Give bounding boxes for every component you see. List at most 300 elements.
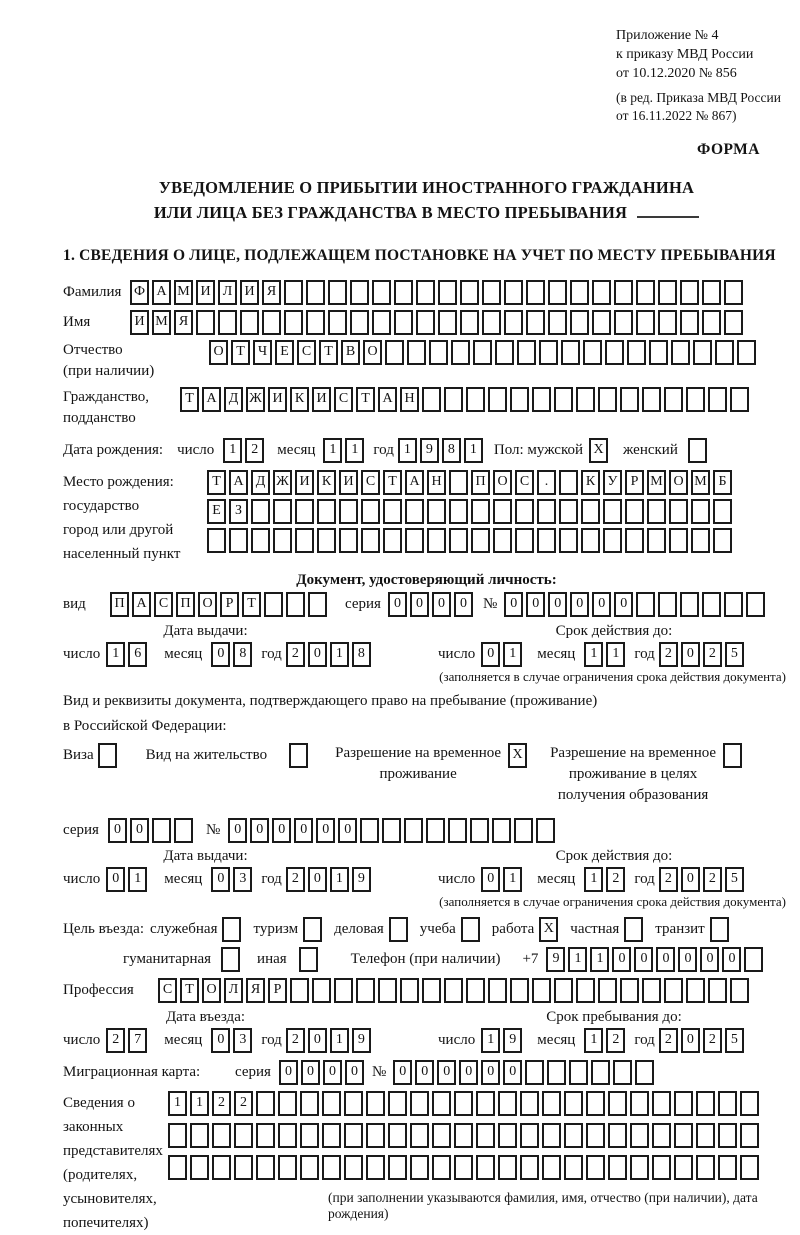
char-box[interactable]: О bbox=[198, 592, 217, 617]
char-box[interactable] bbox=[366, 1123, 385, 1148]
char-box[interactable] bbox=[234, 1155, 253, 1180]
char-box[interactable] bbox=[410, 1123, 429, 1148]
char-box[interactable]: 1 bbox=[128, 867, 147, 892]
char-box[interactable]: 0 bbox=[481, 1060, 500, 1085]
char-box[interactable] bbox=[492, 818, 511, 843]
char-box[interactable] bbox=[547, 1060, 566, 1085]
char-box[interactable] bbox=[702, 310, 721, 335]
char-box[interactable]: О bbox=[202, 978, 221, 1003]
char-box[interactable]: З bbox=[229, 499, 248, 524]
char-box[interactable]: 0 bbox=[526, 592, 545, 617]
char-box[interactable] bbox=[278, 1123, 297, 1148]
char-box[interactable] bbox=[488, 978, 507, 1003]
char-box[interactable]: Т bbox=[242, 592, 261, 617]
char-box[interactable]: 0 bbox=[211, 867, 230, 892]
char-box[interactable] bbox=[671, 340, 690, 365]
char-box[interactable]: Л bbox=[224, 978, 243, 1003]
char-box[interactable] bbox=[680, 592, 699, 617]
char-box[interactable] bbox=[715, 340, 734, 365]
char-box[interactable] bbox=[410, 1091, 429, 1116]
char-box[interactable]: 1 bbox=[503, 642, 522, 667]
char-box[interactable]: 5 bbox=[725, 642, 744, 667]
char-box[interactable] bbox=[410, 1155, 429, 1180]
char-box[interactable] bbox=[744, 947, 763, 972]
char-box[interactable] bbox=[339, 499, 358, 524]
char-box[interactable]: 7 bbox=[128, 1028, 147, 1053]
char-box[interactable] bbox=[514, 818, 533, 843]
char-box[interactable] bbox=[328, 280, 347, 305]
char-box[interactable] bbox=[350, 280, 369, 305]
char-box[interactable] bbox=[498, 1155, 517, 1180]
char-box[interactable] bbox=[537, 499, 556, 524]
char-box[interactable] bbox=[603, 528, 622, 553]
char-box[interactable]: 5 bbox=[725, 1028, 744, 1053]
char-box[interactable] bbox=[448, 818, 467, 843]
char-box[interactable]: 1 bbox=[503, 867, 522, 892]
char-box[interactable] bbox=[658, 592, 677, 617]
char-box[interactable] bbox=[693, 340, 712, 365]
char-box[interactable]: С bbox=[154, 592, 173, 617]
char-box[interactable] bbox=[570, 280, 589, 305]
char-box[interactable] bbox=[724, 592, 743, 617]
char-box[interactable]: 0 bbox=[722, 947, 741, 972]
char-box[interactable] bbox=[344, 1091, 363, 1116]
char-box[interactable]: 1 bbox=[398, 438, 417, 463]
char-box[interactable] bbox=[382, 818, 401, 843]
char-box[interactable]: 0 bbox=[437, 1060, 456, 1085]
char-box[interactable] bbox=[504, 280, 523, 305]
char-box[interactable]: 0 bbox=[316, 818, 335, 843]
char-box[interactable]: 1 bbox=[584, 1028, 603, 1053]
char-box[interactable] bbox=[724, 280, 743, 305]
char-box[interactable] bbox=[256, 1123, 275, 1148]
char-box[interactable] bbox=[383, 499, 402, 524]
char-box[interactable] bbox=[669, 499, 688, 524]
char-box[interactable] bbox=[339, 528, 358, 553]
char-box[interactable]: 0 bbox=[454, 592, 473, 617]
char-box[interactable] bbox=[449, 499, 468, 524]
char-box[interactable]: 1 bbox=[464, 438, 483, 463]
char-box[interactable] bbox=[378, 978, 397, 1003]
char-box[interactable] bbox=[221, 947, 240, 972]
char-box[interactable] bbox=[405, 528, 424, 553]
char-box[interactable] bbox=[652, 1155, 671, 1180]
char-box[interactable] bbox=[460, 280, 479, 305]
char-box[interactable] bbox=[328, 310, 347, 335]
char-box[interactable] bbox=[196, 310, 215, 335]
char-box[interactable] bbox=[317, 528, 336, 553]
char-box[interactable] bbox=[642, 387, 661, 412]
char-box[interactable] bbox=[691, 528, 710, 553]
char-box[interactable] bbox=[686, 978, 705, 1003]
char-box[interactable] bbox=[388, 1091, 407, 1116]
char-box[interactable]: И bbox=[268, 387, 287, 412]
char-box[interactable] bbox=[461, 917, 480, 942]
char-box[interactable]: И bbox=[196, 280, 215, 305]
char-box[interactable] bbox=[476, 1123, 495, 1148]
char-box[interactable]: Т bbox=[180, 978, 199, 1003]
char-box[interactable] bbox=[429, 340, 448, 365]
char-box[interactable]: 2 bbox=[286, 1028, 305, 1053]
char-box[interactable] bbox=[520, 1091, 539, 1116]
char-box[interactable] bbox=[190, 1123, 209, 1148]
char-box[interactable]: 8 bbox=[442, 438, 461, 463]
char-box[interactable] bbox=[344, 1155, 363, 1180]
char-box[interactable] bbox=[438, 310, 457, 335]
char-box[interactable]: 9 bbox=[546, 947, 565, 972]
char-box[interactable] bbox=[581, 499, 600, 524]
char-box[interactable]: 0 bbox=[681, 642, 700, 667]
char-box[interactable]: С bbox=[334, 387, 353, 412]
char-box[interactable] bbox=[532, 978, 551, 1003]
char-box[interactable] bbox=[360, 818, 379, 843]
char-box[interactable] bbox=[586, 1123, 605, 1148]
char-box[interactable] bbox=[449, 470, 468, 495]
char-box[interactable] bbox=[426, 818, 445, 843]
char-box[interactable] bbox=[168, 1155, 187, 1180]
char-box[interactable] bbox=[389, 917, 408, 942]
char-box[interactable] bbox=[536, 818, 555, 843]
char-box[interactable] bbox=[432, 1155, 451, 1180]
char-box[interactable] bbox=[264, 592, 283, 617]
char-box[interactable] bbox=[520, 1123, 539, 1148]
char-box[interactable] bbox=[312, 978, 331, 1003]
char-box[interactable] bbox=[366, 1091, 385, 1116]
char-box[interactable] bbox=[730, 387, 749, 412]
char-box[interactable] bbox=[724, 310, 743, 335]
char-box[interactable]: 0 bbox=[614, 592, 633, 617]
char-box[interactable]: Е bbox=[275, 340, 294, 365]
char-box[interactable]: 9 bbox=[352, 867, 371, 892]
char-box[interactable]: 0 bbox=[700, 947, 719, 972]
char-box[interactable] bbox=[493, 499, 512, 524]
char-box[interactable] bbox=[561, 340, 580, 365]
char-box[interactable] bbox=[498, 1091, 517, 1116]
char-box[interactable] bbox=[718, 1123, 737, 1148]
char-box[interactable]: 0 bbox=[459, 1060, 478, 1085]
char-box[interactable]: 2 bbox=[286, 642, 305, 667]
char-box[interactable] bbox=[603, 499, 622, 524]
char-box[interactable] bbox=[520, 1155, 539, 1180]
char-box[interactable] bbox=[394, 310, 413, 335]
char-box[interactable]: 0 bbox=[211, 642, 230, 667]
char-box[interactable] bbox=[460, 310, 479, 335]
char-box[interactable]: Б bbox=[713, 470, 732, 495]
char-box[interactable] bbox=[300, 1155, 319, 1180]
char-box[interactable] bbox=[212, 1155, 231, 1180]
char-box[interactable]: 2 bbox=[703, 867, 722, 892]
char-box[interactable]: 9 bbox=[352, 1028, 371, 1053]
char-box[interactable]: О bbox=[669, 470, 688, 495]
char-box[interactable] bbox=[251, 499, 270, 524]
char-box[interactable]: 0 bbox=[301, 1060, 320, 1085]
char-box[interactable] bbox=[737, 340, 756, 365]
char-box[interactable]: И bbox=[240, 280, 259, 305]
char-box[interactable] bbox=[696, 1123, 715, 1148]
char-box[interactable] bbox=[586, 1155, 605, 1180]
char-box[interactable] bbox=[564, 1155, 583, 1180]
char-box[interactable] bbox=[510, 387, 529, 412]
char-box[interactable] bbox=[740, 1123, 759, 1148]
char-box[interactable] bbox=[570, 310, 589, 335]
char-box[interactable]: К bbox=[290, 387, 309, 412]
char-box[interactable] bbox=[592, 310, 611, 335]
char-box[interactable]: 1 bbox=[190, 1091, 209, 1116]
char-box[interactable] bbox=[696, 1091, 715, 1116]
char-box[interactable]: С bbox=[361, 470, 380, 495]
char-box[interactable]: 0 bbox=[504, 592, 523, 617]
char-box[interactable] bbox=[471, 499, 490, 524]
char-box[interactable]: 0 bbox=[323, 1060, 342, 1085]
char-box[interactable]: 0 bbox=[410, 592, 429, 617]
char-box[interactable] bbox=[620, 387, 639, 412]
char-box[interactable] bbox=[591, 1060, 610, 1085]
char-box[interactable] bbox=[664, 387, 683, 412]
char-box[interactable]: X bbox=[589, 438, 608, 463]
char-box[interactable] bbox=[273, 528, 292, 553]
char-box[interactable] bbox=[361, 499, 380, 524]
char-box[interactable] bbox=[471, 528, 490, 553]
char-box[interactable]: Ч bbox=[253, 340, 272, 365]
char-box[interactable]: 2 bbox=[106, 1028, 125, 1053]
char-box[interactable] bbox=[608, 1091, 627, 1116]
char-box[interactable] bbox=[542, 1123, 561, 1148]
char-box[interactable] bbox=[548, 280, 567, 305]
char-box[interactable] bbox=[702, 592, 721, 617]
char-box[interactable] bbox=[598, 978, 617, 1003]
char-box[interactable] bbox=[306, 280, 325, 305]
char-box[interactable] bbox=[658, 310, 677, 335]
char-box[interactable]: П bbox=[471, 470, 490, 495]
char-box[interactable]: 0 bbox=[308, 642, 327, 667]
char-box[interactable] bbox=[222, 917, 241, 942]
char-box[interactable] bbox=[680, 310, 699, 335]
char-box[interactable] bbox=[608, 1123, 627, 1148]
char-box[interactable]: 1 bbox=[590, 947, 609, 972]
char-box[interactable]: 1 bbox=[481, 1028, 500, 1053]
char-box[interactable] bbox=[473, 340, 492, 365]
char-box[interactable]: М bbox=[152, 310, 171, 335]
char-box[interactable] bbox=[614, 310, 633, 335]
char-box[interactable] bbox=[504, 310, 523, 335]
char-box[interactable]: А bbox=[229, 470, 248, 495]
char-box[interactable]: Н bbox=[427, 470, 446, 495]
char-box[interactable]: 0 bbox=[388, 592, 407, 617]
char-box[interactable]: С bbox=[297, 340, 316, 365]
char-box[interactable] bbox=[251, 528, 270, 553]
char-box[interactable]: 0 bbox=[481, 867, 500, 892]
char-box[interactable] bbox=[98, 743, 117, 768]
char-box[interactable]: А bbox=[152, 280, 171, 305]
char-box[interactable] bbox=[708, 978, 727, 1003]
char-box[interactable] bbox=[674, 1091, 693, 1116]
char-box[interactable]: 0 bbox=[681, 867, 700, 892]
char-box[interactable] bbox=[278, 1091, 297, 1116]
char-box[interactable]: 1 bbox=[584, 867, 603, 892]
char-box[interactable]: 2 bbox=[659, 1028, 678, 1053]
char-box[interactable] bbox=[422, 387, 441, 412]
char-box[interactable] bbox=[526, 280, 545, 305]
char-box[interactable] bbox=[444, 387, 463, 412]
char-box[interactable] bbox=[723, 743, 742, 768]
char-box[interactable]: Т bbox=[383, 470, 402, 495]
char-box[interactable]: Я bbox=[246, 978, 265, 1003]
char-box[interactable] bbox=[454, 1091, 473, 1116]
char-box[interactable] bbox=[416, 310, 435, 335]
char-box[interactable]: 6 bbox=[128, 642, 147, 667]
char-box[interactable]: 2 bbox=[659, 867, 678, 892]
char-box[interactable] bbox=[334, 978, 353, 1003]
char-box[interactable] bbox=[510, 978, 529, 1003]
char-box[interactable] bbox=[482, 280, 501, 305]
char-box[interactable] bbox=[630, 1155, 649, 1180]
char-box[interactable] bbox=[564, 1123, 583, 1148]
char-box[interactable] bbox=[625, 499, 644, 524]
char-box[interactable] bbox=[630, 1123, 649, 1148]
char-box[interactable]: И bbox=[312, 387, 331, 412]
char-box[interactable] bbox=[583, 340, 602, 365]
char-box[interactable] bbox=[356, 978, 375, 1003]
char-box[interactable] bbox=[688, 438, 707, 463]
char-box[interactable]: 0 bbox=[592, 592, 611, 617]
char-box[interactable]: Ж bbox=[273, 470, 292, 495]
char-box[interactable]: 1 bbox=[330, 867, 349, 892]
char-box[interactable]: 2 bbox=[245, 438, 264, 463]
char-box[interactable]: 0 bbox=[130, 818, 149, 843]
char-box[interactable]: К bbox=[581, 470, 600, 495]
char-box[interactable] bbox=[432, 1091, 451, 1116]
char-box[interactable] bbox=[495, 340, 514, 365]
char-box[interactable] bbox=[372, 280, 391, 305]
char-box[interactable]: 0 bbox=[415, 1060, 434, 1085]
char-box[interactable] bbox=[559, 528, 578, 553]
char-box[interactable] bbox=[212, 1123, 231, 1148]
char-box[interactable] bbox=[642, 978, 661, 1003]
char-box[interactable]: . bbox=[537, 470, 556, 495]
char-box[interactable] bbox=[240, 310, 259, 335]
char-box[interactable] bbox=[718, 1091, 737, 1116]
char-box[interactable] bbox=[317, 499, 336, 524]
char-box[interactable] bbox=[627, 340, 646, 365]
char-box[interactable]: 0 bbox=[308, 1028, 327, 1053]
char-box[interactable] bbox=[470, 818, 489, 843]
char-box[interactable]: 0 bbox=[481, 642, 500, 667]
char-box[interactable]: 2 bbox=[286, 867, 305, 892]
char-box[interactable]: 0 bbox=[250, 818, 269, 843]
char-box[interactable]: 1 bbox=[330, 642, 349, 667]
char-box[interactable]: Р bbox=[220, 592, 239, 617]
char-box[interactable]: 0 bbox=[345, 1060, 364, 1085]
char-box[interactable] bbox=[658, 280, 677, 305]
char-box[interactable]: 5 bbox=[725, 867, 744, 892]
char-box[interactable]: 1 bbox=[168, 1091, 187, 1116]
char-box[interactable]: 1 bbox=[106, 642, 125, 667]
char-box[interactable] bbox=[649, 340, 668, 365]
char-box[interactable]: Ж bbox=[246, 387, 265, 412]
char-box[interactable] bbox=[605, 340, 624, 365]
char-box[interactable] bbox=[432, 1123, 451, 1148]
char-box[interactable] bbox=[290, 978, 309, 1003]
char-box[interactable] bbox=[740, 1091, 759, 1116]
char-box[interactable] bbox=[746, 592, 765, 617]
char-box[interactable] bbox=[526, 310, 545, 335]
char-box[interactable]: М bbox=[691, 470, 710, 495]
char-box[interactable] bbox=[702, 280, 721, 305]
char-box[interactable] bbox=[394, 280, 413, 305]
char-box[interactable]: 0 bbox=[503, 1060, 522, 1085]
char-box[interactable] bbox=[620, 978, 639, 1003]
char-box[interactable] bbox=[300, 1123, 319, 1148]
char-box[interactable]: 2 bbox=[606, 1028, 625, 1053]
char-box[interactable]: О bbox=[363, 340, 382, 365]
char-box[interactable]: Я bbox=[262, 280, 281, 305]
char-box[interactable] bbox=[207, 528, 226, 553]
char-box[interactable] bbox=[262, 310, 281, 335]
char-box[interactable] bbox=[451, 340, 470, 365]
char-box[interactable] bbox=[168, 1123, 187, 1148]
char-box[interactable] bbox=[289, 743, 308, 768]
char-box[interactable] bbox=[525, 1060, 544, 1085]
char-box[interactable]: Т bbox=[207, 470, 226, 495]
char-box[interactable]: У bbox=[603, 470, 622, 495]
char-box[interactable] bbox=[366, 1155, 385, 1180]
char-box[interactable] bbox=[691, 499, 710, 524]
char-box[interactable]: С bbox=[515, 470, 534, 495]
char-box[interactable] bbox=[576, 978, 595, 1003]
char-box[interactable]: 0 bbox=[338, 818, 357, 843]
char-box[interactable] bbox=[740, 1155, 759, 1180]
char-box[interactable]: О bbox=[493, 470, 512, 495]
char-box[interactable]: Р bbox=[268, 978, 287, 1003]
char-box[interactable]: 0 bbox=[548, 592, 567, 617]
char-box[interactable] bbox=[190, 1155, 209, 1180]
char-box[interactable]: Т bbox=[319, 340, 338, 365]
char-box[interactable] bbox=[696, 1155, 715, 1180]
char-box[interactable] bbox=[674, 1155, 693, 1180]
char-box[interactable] bbox=[449, 528, 468, 553]
char-box[interactable] bbox=[718, 1155, 737, 1180]
char-box[interactable] bbox=[400, 978, 419, 1003]
char-box[interactable]: 0 bbox=[634, 947, 653, 972]
char-box[interactable] bbox=[636, 592, 655, 617]
char-box[interactable] bbox=[713, 528, 732, 553]
char-box[interactable] bbox=[559, 470, 578, 495]
char-box[interactable] bbox=[372, 310, 391, 335]
char-box[interactable]: А bbox=[378, 387, 397, 412]
char-box[interactable]: 1 bbox=[568, 947, 587, 972]
char-box[interactable]: 0 bbox=[678, 947, 697, 972]
char-box[interactable] bbox=[407, 340, 426, 365]
char-box[interactable] bbox=[229, 528, 248, 553]
char-box[interactable] bbox=[576, 387, 595, 412]
char-box[interactable] bbox=[383, 528, 402, 553]
char-box[interactable]: 0 bbox=[228, 818, 247, 843]
char-box[interactable]: Н bbox=[400, 387, 419, 412]
char-box[interactable]: 8 bbox=[233, 642, 252, 667]
char-box[interactable]: 2 bbox=[212, 1091, 231, 1116]
char-box[interactable]: 1 bbox=[223, 438, 242, 463]
char-box[interactable]: А bbox=[405, 470, 424, 495]
char-box[interactable] bbox=[613, 1060, 632, 1085]
char-box[interactable] bbox=[564, 1091, 583, 1116]
char-box[interactable] bbox=[669, 528, 688, 553]
char-box[interactable]: 2 bbox=[606, 867, 625, 892]
char-box[interactable] bbox=[598, 387, 617, 412]
char-box[interactable]: 0 bbox=[106, 867, 125, 892]
char-box[interactable] bbox=[592, 280, 611, 305]
char-box[interactable] bbox=[542, 1155, 561, 1180]
char-box[interactable] bbox=[303, 917, 322, 942]
